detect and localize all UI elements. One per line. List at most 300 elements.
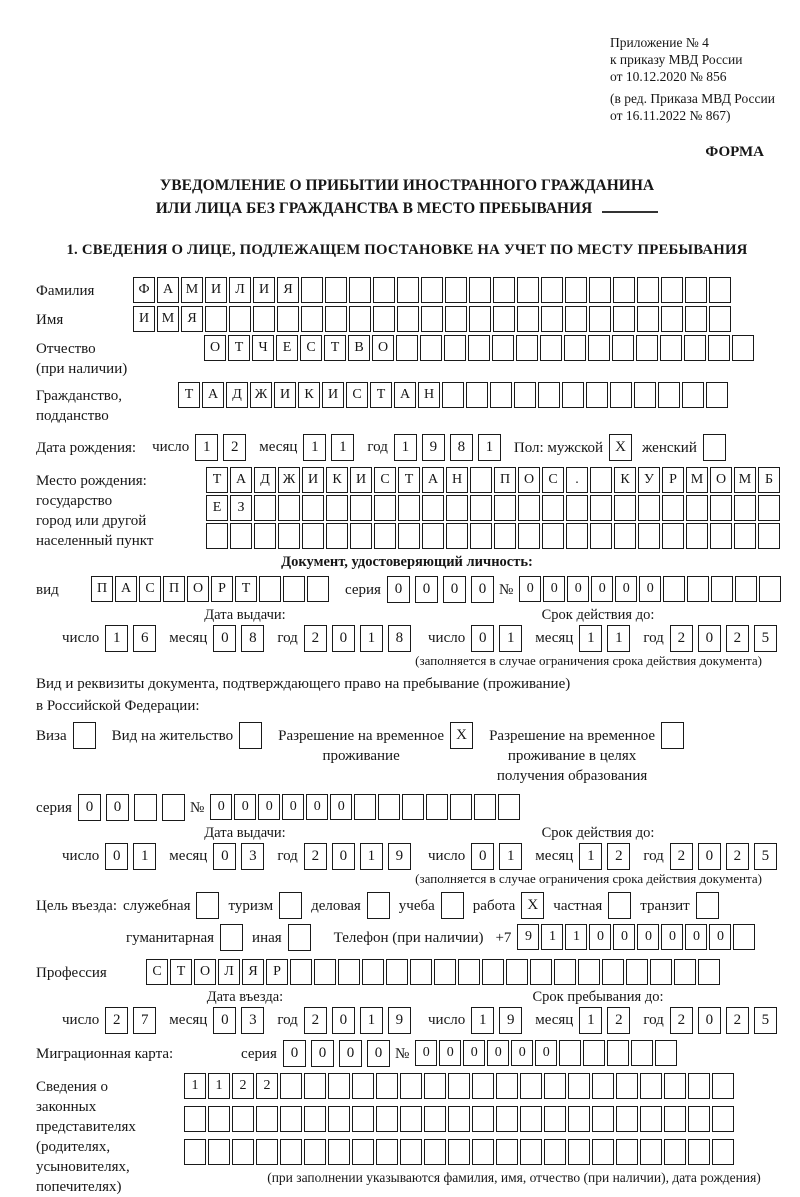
form-cell[interactable]: 9: [517, 924, 539, 950]
form-cell[interactable]: 0: [258, 794, 280, 820]
form-cell[interactable]: 0: [471, 625, 494, 652]
form-cell[interactable]: 1: [607, 625, 630, 652]
other-checkbox[interactable]: [288, 924, 311, 951]
form-cell[interactable]: Р: [662, 467, 684, 493]
form-cell[interactable]: 1: [499, 843, 522, 870]
form-cell[interactable]: 0: [367, 1040, 390, 1067]
form-cell[interactable]: [256, 1139, 278, 1165]
form-cell[interactable]: [352, 1106, 374, 1132]
form-cell[interactable]: [302, 523, 324, 549]
form-cell[interactable]: [338, 959, 360, 985]
form-cell[interactable]: [542, 495, 564, 521]
form-cell[interactable]: [616, 1073, 638, 1099]
form-cell[interactable]: [280, 1106, 302, 1132]
form-cell[interactable]: .: [566, 467, 588, 493]
form-cell[interactable]: [613, 306, 635, 332]
form-cell[interactable]: [470, 523, 492, 549]
form-cell[interactable]: 0: [639, 576, 661, 602]
form-cell[interactable]: [592, 1106, 614, 1132]
form-cell[interactable]: [398, 495, 420, 521]
form-cell[interactable]: [304, 1073, 326, 1099]
form-cell[interactable]: 5: [754, 625, 777, 652]
form-cell[interactable]: К: [614, 467, 636, 493]
form-cell[interactable]: 9: [388, 1007, 411, 1034]
form-cell[interactable]: [448, 1106, 470, 1132]
form-cell[interactable]: И: [205, 277, 227, 303]
form-cell[interactable]: 2: [607, 1007, 630, 1034]
form-cell[interactable]: 0: [661, 924, 683, 950]
form-cell[interactable]: М: [181, 277, 203, 303]
form-cell[interactable]: 1: [579, 625, 602, 652]
form-cell[interactable]: 1: [478, 434, 501, 461]
form-cell[interactable]: [638, 495, 660, 521]
form-cell[interactable]: [446, 523, 468, 549]
form-cell[interactable]: [544, 1139, 566, 1165]
form-cell[interactable]: [688, 1073, 710, 1099]
form-cell[interactable]: [544, 1073, 566, 1099]
form-cell[interactable]: [301, 277, 323, 303]
form-cell[interactable]: [640, 1073, 662, 1099]
form-cell[interactable]: Т: [370, 382, 392, 408]
form-cell[interactable]: Л: [218, 959, 240, 985]
form-cell[interactable]: 0: [463, 1040, 485, 1066]
form-cell[interactable]: [517, 306, 539, 332]
form-cell[interactable]: [541, 306, 563, 332]
form-cell[interactable]: О: [194, 959, 216, 985]
form-cell[interactable]: 2: [105, 1007, 128, 1034]
form-cell[interactable]: [578, 959, 600, 985]
form-cell[interactable]: 9: [422, 434, 445, 461]
form-cell[interactable]: 1: [499, 625, 522, 652]
form-cell[interactable]: [400, 1073, 422, 1099]
work-checkbox[interactable]: X: [521, 892, 544, 919]
form-cell[interactable]: [712, 1106, 734, 1132]
form-cell[interactable]: [520, 1106, 542, 1132]
form-cell[interactable]: [448, 1139, 470, 1165]
form-cell[interactable]: 2: [256, 1073, 278, 1099]
form-cell[interactable]: 0: [339, 1040, 362, 1067]
form-cell[interactable]: [588, 335, 610, 361]
form-cell[interactable]: [544, 1106, 566, 1132]
form-cell[interactable]: [542, 523, 564, 549]
form-cell[interactable]: И: [350, 467, 372, 493]
form-cell[interactable]: 1: [105, 625, 128, 652]
form-cell[interactable]: [402, 794, 424, 820]
form-cell[interactable]: [386, 959, 408, 985]
form-cell[interactable]: 2: [670, 1007, 693, 1034]
form-cell[interactable]: [706, 382, 728, 408]
form-cell[interactable]: [590, 495, 612, 521]
form-cell[interactable]: 3: [241, 843, 264, 870]
form-cell[interactable]: 2: [726, 843, 749, 870]
form-cell[interactable]: [568, 1073, 590, 1099]
form-cell[interactable]: [304, 1139, 326, 1165]
form-cell[interactable]: Т: [178, 382, 200, 408]
form-cell[interactable]: Т: [398, 467, 420, 493]
form-cell[interactable]: [589, 306, 611, 332]
form-cell[interactable]: [290, 959, 312, 985]
form-cell[interactable]: Я: [181, 306, 203, 332]
form-cell[interactable]: [494, 523, 516, 549]
form-cell[interactable]: [422, 523, 444, 549]
form-cell[interactable]: [568, 1106, 590, 1132]
form-cell[interactable]: [350, 495, 372, 521]
form-cell[interactable]: [278, 495, 300, 521]
form-cell[interactable]: [254, 523, 276, 549]
form-cell[interactable]: 0: [439, 1040, 461, 1066]
form-cell[interactable]: [444, 335, 466, 361]
form-cell[interactable]: [586, 382, 608, 408]
form-cell[interactable]: [703, 434, 726, 461]
form-cell[interactable]: Р: [211, 576, 233, 602]
form-cell[interactable]: 0: [589, 924, 611, 950]
form-cell[interactable]: [206, 523, 228, 549]
form-cell[interactable]: 1: [133, 843, 156, 870]
form-cell[interactable]: 0: [637, 924, 659, 950]
form-cell[interactable]: [376, 1073, 398, 1099]
form-cell[interactable]: [506, 959, 528, 985]
form-cell[interactable]: [134, 794, 157, 821]
form-cell[interactable]: [253, 306, 275, 332]
form-cell[interactable]: 0: [487, 1040, 509, 1066]
form-cell[interactable]: 0: [471, 576, 494, 603]
form-cell[interactable]: 8: [450, 434, 473, 461]
form-cell[interactable]: 0: [234, 794, 256, 820]
form-cell[interactable]: С: [146, 959, 168, 985]
form-cell[interactable]: 0: [543, 576, 565, 602]
form-cell[interactable]: 1: [195, 434, 218, 461]
form-cell[interactable]: И: [274, 382, 296, 408]
form-cell[interactable]: [496, 1139, 518, 1165]
form-cell[interactable]: [710, 523, 732, 549]
form-cell[interactable]: [607, 1040, 629, 1066]
form-cell[interactable]: [661, 277, 683, 303]
form-cell[interactable]: [540, 335, 562, 361]
form-cell[interactable]: [472, 1106, 494, 1132]
form-cell[interactable]: [759, 576, 781, 602]
form-cell[interactable]: 1: [471, 1007, 494, 1034]
form-cell[interactable]: А: [202, 382, 224, 408]
form-cell[interactable]: [208, 1106, 230, 1132]
form-cell[interactable]: 0: [78, 794, 101, 821]
form-cell[interactable]: [325, 306, 347, 332]
form-cell[interactable]: [422, 495, 444, 521]
form-cell[interactable]: [352, 1139, 374, 1165]
form-cell[interactable]: [446, 495, 468, 521]
form-cell[interactable]: [328, 1073, 350, 1099]
form-cell[interactable]: [354, 794, 376, 820]
form-cell[interactable]: 2: [670, 625, 693, 652]
form-cell[interactable]: Т: [228, 335, 250, 361]
form-cell[interactable]: [400, 1106, 422, 1132]
form-cell[interactable]: М: [686, 467, 708, 493]
form-cell[interactable]: [301, 306, 323, 332]
form-cell[interactable]: [711, 576, 733, 602]
form-cell[interactable]: [640, 1139, 662, 1165]
form-cell[interactable]: О: [710, 467, 732, 493]
form-cell[interactable]: П: [91, 576, 113, 602]
form-cell[interactable]: [283, 576, 305, 602]
form-cell[interactable]: 0: [415, 1040, 437, 1066]
form-cell[interactable]: [256, 1106, 278, 1132]
form-cell[interactable]: А: [394, 382, 416, 408]
form-cell[interactable]: Л: [229, 277, 251, 303]
form-cell[interactable]: [397, 306, 419, 332]
form-cell[interactable]: [373, 306, 395, 332]
business-checkbox[interactable]: [367, 892, 390, 919]
form-cell[interactable]: [397, 277, 419, 303]
form-cell[interactable]: [758, 523, 780, 549]
form-cell[interactable]: [562, 382, 584, 408]
form-cell[interactable]: [232, 1139, 254, 1165]
form-cell[interactable]: 5: [754, 1007, 777, 1034]
form-cell[interactable]: 1: [565, 924, 587, 950]
form-cell[interactable]: З: [230, 495, 252, 521]
form-cell[interactable]: [328, 1139, 350, 1165]
form-cell[interactable]: 0: [698, 625, 721, 652]
form-cell[interactable]: 2: [304, 1007, 327, 1034]
form-cell[interactable]: [602, 959, 624, 985]
form-cell[interactable]: [421, 277, 443, 303]
form-cell[interactable]: 0: [332, 625, 355, 652]
form-cell[interactable]: 0: [471, 843, 494, 870]
form-cell[interactable]: [590, 467, 612, 493]
form-cell[interactable]: [445, 306, 467, 332]
form-cell[interactable]: 0: [332, 843, 355, 870]
form-cell[interactable]: [568, 1139, 590, 1165]
residence-permit-checkbox[interactable]: [239, 722, 262, 749]
form-cell[interactable]: [304, 1106, 326, 1132]
form-cell[interactable]: С: [300, 335, 322, 361]
form-cell[interactable]: [325, 277, 347, 303]
form-cell[interactable]: [490, 382, 512, 408]
form-cell[interactable]: [616, 1106, 638, 1132]
form-cell[interactable]: 2: [607, 843, 630, 870]
form-cell[interactable]: [373, 277, 395, 303]
form-cell[interactable]: Я: [242, 959, 264, 985]
form-cell[interactable]: А: [422, 467, 444, 493]
form-cell[interactable]: Д: [226, 382, 248, 408]
form-cell[interactable]: [400, 1139, 422, 1165]
form-cell[interactable]: [637, 277, 659, 303]
form-cell[interactable]: [565, 277, 587, 303]
form-cell[interactable]: [688, 1139, 710, 1165]
form-cell[interactable]: [424, 1073, 446, 1099]
form-cell[interactable]: 1: [303, 434, 326, 461]
form-cell[interactable]: [631, 1040, 653, 1066]
form-cell[interactable]: Н: [446, 467, 468, 493]
form-cell[interactable]: 9: [388, 843, 411, 870]
form-cell[interactable]: 0: [535, 1040, 557, 1066]
form-cell[interactable]: [685, 277, 707, 303]
form-cell[interactable]: [634, 382, 656, 408]
form-cell[interactable]: [254, 495, 276, 521]
form-cell[interactable]: [541, 277, 563, 303]
form-cell[interactable]: 0: [213, 843, 236, 870]
form-cell[interactable]: [516, 335, 538, 361]
form-cell[interactable]: [302, 495, 324, 521]
form-cell[interactable]: 0: [443, 576, 466, 603]
form-cell[interactable]: [328, 1106, 350, 1132]
temporary-residence-education-checkbox[interactable]: [661, 722, 684, 749]
form-cell[interactable]: [470, 467, 492, 493]
form-cell[interactable]: [493, 306, 515, 332]
form-cell[interactable]: 0: [387, 576, 410, 603]
form-cell[interactable]: [614, 523, 636, 549]
form-cell[interactable]: 2: [304, 843, 327, 870]
form-cell[interactable]: О: [518, 467, 540, 493]
form-cell[interactable]: [514, 382, 536, 408]
form-cell[interactable]: [424, 1106, 446, 1132]
form-cell[interactable]: [472, 1139, 494, 1165]
form-cell[interactable]: [162, 794, 185, 821]
form-cell[interactable]: О: [187, 576, 209, 602]
transit-checkbox[interactable]: [696, 892, 719, 919]
form-cell[interactable]: [616, 1139, 638, 1165]
form-cell[interactable]: [378, 794, 400, 820]
form-cell[interactable]: [518, 495, 540, 521]
form-cell[interactable]: 8: [388, 625, 411, 652]
form-cell[interactable]: [498, 794, 520, 820]
form-cell[interactable]: [448, 1073, 470, 1099]
form-cell[interactable]: 1: [541, 924, 563, 950]
form-cell[interactable]: 0: [685, 924, 707, 950]
form-cell[interactable]: 0: [282, 794, 304, 820]
form-cell[interactable]: 1: [360, 1007, 383, 1034]
form-cell[interactable]: [682, 382, 704, 408]
form-cell[interactable]: 0: [332, 1007, 355, 1034]
form-cell[interactable]: [350, 523, 372, 549]
official-checkbox[interactable]: [196, 892, 219, 919]
form-cell[interactable]: А: [115, 576, 137, 602]
form-cell[interactable]: [583, 1040, 605, 1066]
form-cell[interactable]: [566, 495, 588, 521]
form-cell[interactable]: Т: [206, 467, 228, 493]
form-cell[interactable]: [709, 306, 731, 332]
form-cell[interactable]: X: [609, 434, 632, 461]
form-cell[interactable]: И: [253, 277, 275, 303]
form-cell[interactable]: Д: [254, 467, 276, 493]
form-cell[interactable]: [232, 1106, 254, 1132]
form-cell[interactable]: О: [204, 335, 226, 361]
form-cell[interactable]: И: [302, 467, 324, 493]
form-cell[interactable]: [592, 1139, 614, 1165]
form-cell[interactable]: [474, 794, 496, 820]
form-cell[interactable]: [434, 959, 456, 985]
form-cell[interactable]: 0: [306, 794, 328, 820]
form-cell[interactable]: [650, 959, 672, 985]
form-cell[interactable]: [685, 306, 707, 332]
form-cell[interactable]: 0: [210, 794, 232, 820]
form-cell[interactable]: [518, 523, 540, 549]
form-cell[interactable]: [426, 794, 448, 820]
form-cell[interactable]: [493, 277, 515, 303]
form-cell[interactable]: [564, 335, 586, 361]
temporary-residence-checkbox[interactable]: X: [450, 722, 473, 749]
form-cell[interactable]: [589, 277, 611, 303]
form-cell[interactable]: [640, 1106, 662, 1132]
form-cell[interactable]: [684, 335, 706, 361]
form-cell[interactable]: 7: [133, 1007, 156, 1034]
form-cell[interactable]: [566, 523, 588, 549]
form-cell[interactable]: [613, 277, 635, 303]
form-cell[interactable]: 1: [208, 1073, 230, 1099]
form-cell[interactable]: С: [346, 382, 368, 408]
form-cell[interactable]: [468, 335, 490, 361]
form-cell[interactable]: [735, 576, 757, 602]
form-cell[interactable]: [712, 1073, 734, 1099]
form-cell[interactable]: [530, 959, 552, 985]
form-cell[interactable]: [466, 382, 488, 408]
form-cell[interactable]: [758, 495, 780, 521]
form-cell[interactable]: [626, 959, 648, 985]
form-cell[interactable]: А: [157, 277, 179, 303]
form-cell[interactable]: [398, 523, 420, 549]
form-cell[interactable]: [496, 1073, 518, 1099]
form-cell[interactable]: [661, 306, 683, 332]
form-cell[interactable]: [442, 382, 464, 408]
form-cell[interactable]: 0: [213, 625, 236, 652]
form-cell[interactable]: [686, 523, 708, 549]
form-cell[interactable]: [420, 335, 442, 361]
form-cell[interactable]: [732, 335, 754, 361]
form-cell[interactable]: [664, 1106, 686, 1132]
form-cell[interactable]: [612, 335, 634, 361]
form-cell[interactable]: [517, 277, 539, 303]
form-cell[interactable]: 3: [241, 1007, 264, 1034]
form-cell[interactable]: [458, 959, 480, 985]
form-cell[interactable]: [450, 794, 472, 820]
form-cell[interactable]: [494, 495, 516, 521]
form-cell[interactable]: [559, 1040, 581, 1066]
form-cell[interactable]: [638, 523, 660, 549]
form-cell[interactable]: [660, 335, 682, 361]
visa-checkbox[interactable]: [73, 722, 96, 749]
form-cell[interactable]: 8: [241, 625, 264, 652]
form-cell[interactable]: [229, 306, 251, 332]
form-cell[interactable]: Е: [276, 335, 298, 361]
form-cell[interactable]: [469, 277, 491, 303]
form-cell[interactable]: Т: [170, 959, 192, 985]
form-cell[interactable]: [326, 495, 348, 521]
humanitarian-checkbox[interactable]: [220, 924, 243, 951]
form-cell[interactable]: 0: [511, 1040, 533, 1066]
form-cell[interactable]: [424, 1139, 446, 1165]
form-cell[interactable]: 2: [726, 1007, 749, 1034]
form-cell[interactable]: В: [348, 335, 370, 361]
form-cell[interactable]: У: [638, 467, 660, 493]
form-cell[interactable]: [664, 1073, 686, 1099]
form-cell[interactable]: [590, 523, 612, 549]
form-cell[interactable]: [469, 306, 491, 332]
form-cell[interactable]: 2: [304, 625, 327, 652]
form-cell[interactable]: Е: [206, 495, 228, 521]
form-cell[interactable]: [205, 306, 227, 332]
form-cell[interactable]: [277, 306, 299, 332]
form-cell[interactable]: 9: [499, 1007, 522, 1034]
form-cell[interactable]: 1: [360, 625, 383, 652]
form-cell[interactable]: [184, 1106, 206, 1132]
private-checkbox[interactable]: [608, 892, 631, 919]
form-cell[interactable]: [259, 576, 281, 602]
form-cell[interactable]: [708, 335, 730, 361]
form-cell[interactable]: [520, 1073, 542, 1099]
form-cell[interactable]: [712, 1139, 734, 1165]
form-cell[interactable]: 0: [415, 576, 438, 603]
form-cell[interactable]: М: [734, 467, 756, 493]
form-cell[interactable]: 0: [213, 1007, 236, 1034]
form-cell[interactable]: [208, 1139, 230, 1165]
